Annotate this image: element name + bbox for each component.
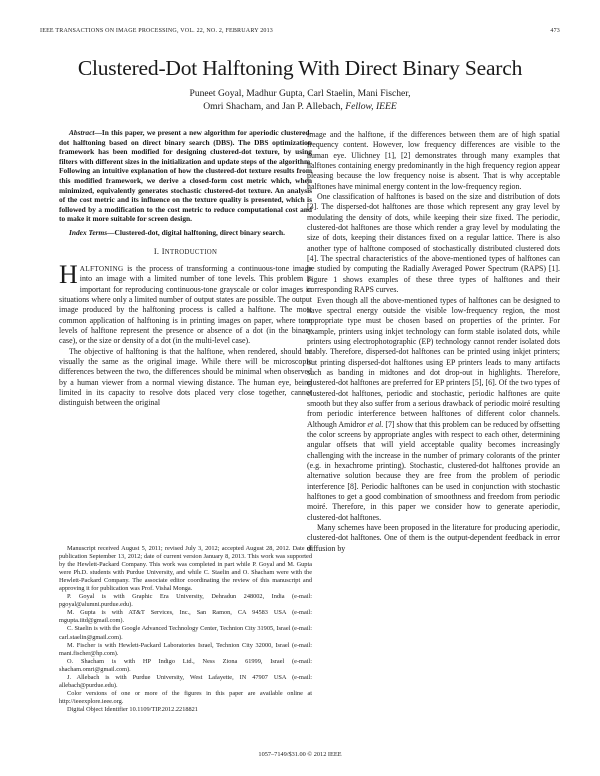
footnote: Color versions of one or more of the figures in this paper are available online at http://ieeexplore.ieee.org. bbox=[59, 689, 312, 705]
intro-paragraph-1-text: is the process of transforming a continuous-tone image into an image with a limited number of tone levels. This problem is important for reproducing continuous-tone grayscale or color images in situations where only a limited number of output states are possible. The output image produced by the halftoning process is called a halftone. The most common application of halftoning is in printing images on paper, where tone levels of halftone represent the presence or absence of a dot (in the binary case), or the size or density of a dot (in the multi-level case). bbox=[59, 263, 312, 346]
footnote: C. Staelin is with the Google Advanced Technology Center, Technion City 31905, Israel (e-mail: carl.staelin@gmail.com). bbox=[59, 625, 312, 641]
section-title-rest: NTRODUCTION bbox=[164, 248, 218, 256]
abstract-text: —In this paper, we present a new algorithm for aperiodic clustered-dot halftoning based on direct binary search (DBS). The DBS optimization framework has been modified for designing clustered-dot texture, by using filters with different sizes in the initialization and update steps of the algorithm. Following an intuitive explanation of how the clustered-dot texture results from this modified framework, we derive a closed-form cost metric which, when minimized, equivalently generates stochastic clustered-dot texture. An analysis of the cost metric and its influence on the texture quality is presented, which is followed by a modification to the cost metric to reduce computational cost and to make it more suitable for screen design. bbox=[59, 128, 312, 224]
right-paragraph-3b: [7] show that this problem can be reduced by offsetting the color screens by appropriate angles with respect to each other, determining angular offsets that will yield acceptable quality becomes increasingly challenging with the increase in the number of primary colorants of the printer (e.g. in hexachrome printing). Stochastic, clustered-dot halftones provide an alternative solution because they are free from the problem of periodic interference [8]. Periodic halftones can be used in conjunction with stochastic halftones to get a good combination of smoothness and freedom from periodic moiré. Therefore, in this paper we consider how to generate aperiodic, clustered-dot halftones. bbox=[307, 419, 560, 522]
drop-cap: H bbox=[59, 259, 78, 289]
author-block bbox=[40, 87, 560, 113]
author-names-2: Omri Shacham, and Jan P. Allebach, bbox=[203, 101, 343, 112]
author-line-2 bbox=[40, 100, 560, 113]
right-paragraph-2: One classification of halftones is based on the size and distribution of dots [3]. The dispersed-dot halftones are those which represent any gray level by modulating the density of dots, while keeping their size fixed. The periodic, clustered-dot halftones are those which render a gray level by modulating the size of dots, keeping their distances fixed on a regular lattice. There is also another type of halftone composed of stochastically distributed clustered dots [4]. The spectral characteristics of the above-mentioned types of halftones can be studied by computing the Radially Averaged Power Spectrum (RAPS) [1]. Figure 1 shows examples of these three types of halftones and their corresponding RAPS curves. bbox=[307, 192, 560, 295]
index-terms-lead: Index Terms bbox=[69, 227, 108, 237]
footnote: M. Gupta is with AT&T Services, Inc., San Ramon, CA 94583 USA (e-mail: mgupta.iitd@gmail.com). bbox=[59, 609, 312, 625]
author-line-1: Puneet Goyal, Madhur Gupta, Carl Staelin, Mani Fischer, bbox=[189, 88, 411, 99]
intro-paragraph-1 bbox=[59, 259, 312, 347]
footnotes bbox=[59, 545, 312, 714]
et-al: et al. bbox=[367, 419, 384, 429]
fellow-designation: Fellow, IEEE bbox=[345, 101, 397, 112]
index-terms-text: —Clustered-dot, digital halftoning, direct binary search. bbox=[107, 227, 285, 237]
right-paragraph-3a: Even though all the above-mentioned types of halftones can be designed to have spectral energy outside the visible low-frequency region, the most appropriate type must be chosen based on properties of the printer. For example, printers using inkjet technology can form stable isolated dots, while printers using electrophotographic (EP) technology cannot render isolated dots stably. Therefore, dispersed-dot halftones can be printed using inkjet printers; but printing dispersed-dot halftones using EP printers leads to many artifacts such as banding in midtones and dot drop-out in highlights. Therefore, clustered-dot halftones are preferred for EP printers [5], [6]. Of the two types of clustered-dot halftones, periodic and stochastic, periodic halftones are quite smooth but they also suffer from a serious drawback of periodic moiré resulting from periodic interference between halftones of different color channels. Although Amidror bbox=[307, 295, 560, 429]
intro-paragraph-2: The objective of halftoning is that the halftone, when rendered, should be visually the same as the original image. While there will be microscopic differences between the two, the differences should be minimal when observed by a human viewer from a normal viewing distance. The human eye, being limited in its capacity to resolve dots placed very close together, cannot distinguish between the original bbox=[59, 346, 312, 408]
section-heading-introduction bbox=[59, 247, 312, 258]
left-column bbox=[59, 128, 312, 409]
running-header bbox=[40, 28, 560, 38]
lead-caps: ALFTONING bbox=[79, 264, 124, 273]
abstract-lead: Abstract bbox=[69, 128, 95, 137]
index-terms bbox=[59, 228, 312, 238]
right-paragraph-4: Many schemes have been proposed in the literature for producing aperiodic, clustered-dot halftones. One of them is the output-dependent feedback in error diffusion by bbox=[307, 523, 560, 553]
right-paragraph-3 bbox=[307, 296, 560, 524]
copyright-footer: 1057–7149/$31.00 © 2012 IEEE bbox=[258, 751, 342, 758]
footnote: Manuscript received August 5, 2011; revised July 3, 2012; accepted August 28, 2012. Date of publication September 13, 2012; date of current version January 8, 2013. This work was supported by the Hewlett-Packard Company. This work was completed in part while P. Goyal and M. Gupta were Ph.D. students with Purdue University, and while C. Staelin and O. Shacham were with the Hewlett-Packard Company. The associate editor coordinating the review of this manuscript and approving it for publication was Prof. Vishal Monga. bbox=[59, 545, 312, 593]
right-paragraph-1: image and the halftone, if the differences between them are of high spatial frequency content. However, low frequency differences are visible to the human eye. Ulichney [1], [2] demonstrates through many examples that halftones containing energy predominantly in the high frequency region appear pleasing because the low frequency noise is absent. That is why acceptable halftones have minimal energy content in the low-frequency region. bbox=[307, 130, 560, 191]
footnote-doi: Digital Object Identifier 10.1109/TIP.2012.2218821 bbox=[67, 705, 198, 713]
section-numeral: I. bbox=[153, 246, 160, 256]
footnote: M. Fischer is with Hewlett-Packard Laboratories Israel, Technion City 32000, Israel (e-mail: mani.fischer@hp.com). bbox=[59, 641, 312, 657]
paper-title: Clustered-Dot Halftoning With Direct Binary Search bbox=[77, 56, 523, 80]
section-title-first: I bbox=[161, 246, 165, 256]
right-column bbox=[307, 130, 560, 554]
abstract bbox=[59, 128, 312, 224]
footnote: P. Goyal is with Graphic Era University, Dehradun 248002, India (e-mail: pgoyal@alumni.purdue.edu). bbox=[59, 593, 312, 609]
footnote: J. Allebach is with Purdue University, West Lafayette, IN 47907 USA (e-mail: allebach@purdue.edu). bbox=[59, 673, 312, 689]
journal-name: IEEE TRANSACTIONS ON IMAGE PROCESSING, VOL. 22, NO. 2, FEBRUARY 2013 bbox=[40, 28, 274, 34]
page-number: 473 bbox=[550, 28, 560, 34]
footnote: O. Shacham is with HP Indigo Ltd., Ness Ziona 61999, Israel (e-mail: shacham.omri@gmail.com). bbox=[59, 657, 312, 673]
